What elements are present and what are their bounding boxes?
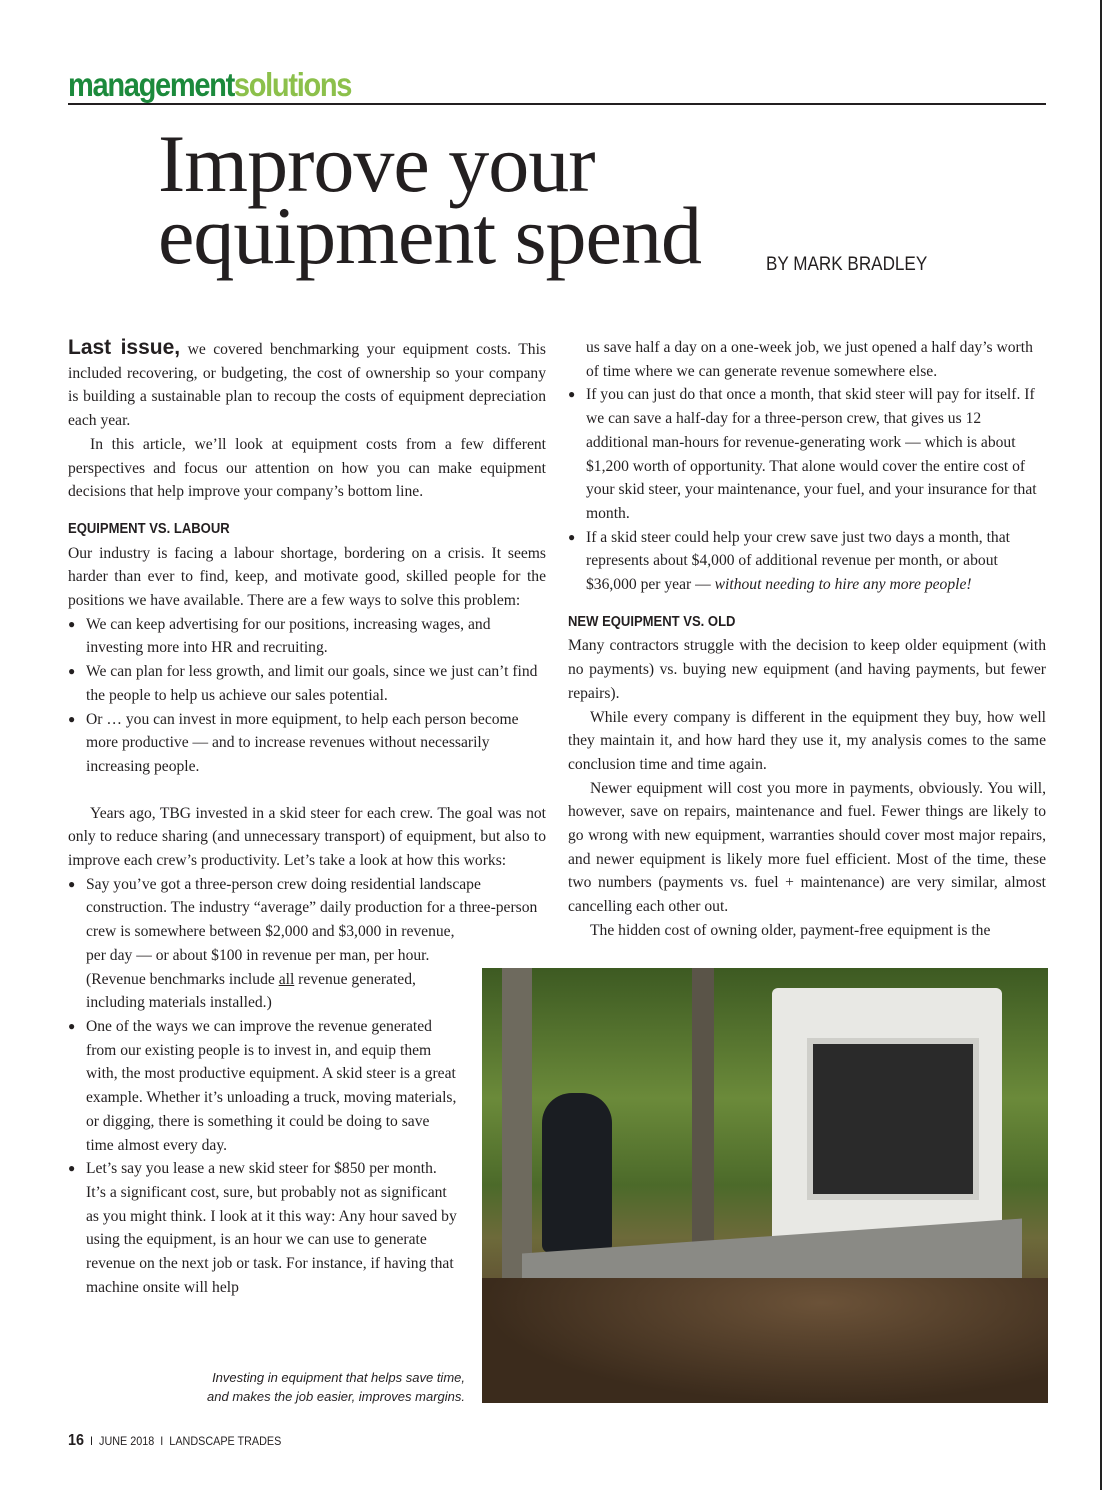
issue-date: JUNE 2018 [99, 1434, 155, 1448]
list-item [68, 873, 546, 1015]
list-item: ● One of the ways we can improve the revenue generated from our existing people is to invest in, and equip them with, the most productive equipment. A skid steer is a great example. Whether it’s unloading a truck, moving materials, or digging, there is something it could be doing to save time almost every day. [68, 1015, 546, 1157]
bullet-list-skid-steer [68, 873, 546, 1300]
byline: BY MARK BRADLEY [766, 254, 928, 275]
list-text: revenue generated, including materials installed.) [86, 970, 416, 1012]
dirt-ground [482, 1278, 1048, 1403]
left-column [68, 336, 546, 1436]
paragraph: Newer equipment will cost you more in payments, obviously. You will, however, save on repairs, maintenance and fuel. Fewer things are likely to go wrong with new equipment, warranties should cover most major repairs, and newer equipment is likely more fuel efficient. Most of the time, these two numbers (payments vs. fuel + maintenance) are very similar, almost cancelling each other out. [568, 779, 1046, 916]
intro-text: we covered benchmarking your equipment costs. This included recovering, or budgeting, the cost of ownership so your company is building a sustainable plan to recoup the costs of equipment depreciation each year. [68, 341, 546, 430]
page-footer [68, 1432, 281, 1450]
list-text: If a skid steer could help your crew save just two days a month, that represents about $4,000 of additional revenue per month, or about $36,000 per year — [586, 528, 1010, 594]
section-header [68, 66, 351, 104]
list-item: ● Or … you can invest in more equipment, to help each person become more productive — and to increase revenues without necessarily increasing people. [68, 708, 546, 779]
worker-figure [542, 1093, 612, 1253]
caption-line: Investing in equipment that helps save time, [212, 1370, 465, 1385]
list-item [568, 526, 1046, 597]
list-item: ● Let’s say you lease a new skid steer for $850 per month. It’s a significant cost, sure, but probably not as significant as you might think. I look at it this way: Any hour saved by using the equipment, is an hour we can use to generate revenue on the next job or task. For instance, if having that machine onsite will help [68, 1157, 546, 1299]
list-item: ● We can plan for less growth, and limit our goals, since we just can’t find the people to help us achieve our sales potential. [68, 660, 546, 707]
header-rule [68, 103, 1046, 105]
paragraph: The hidden cost of owning older, payment-free equipment is the [590, 921, 991, 939]
section-header-part2: solutions [233, 66, 352, 103]
article-title [158, 118, 701, 281]
intro-paragraph [68, 336, 546, 433]
page-number: 16 [68, 1432, 85, 1449]
lead-in: Last issue, [68, 336, 181, 359]
bullet-list-options [68, 613, 546, 779]
list-item: ● If you can just do that once a month, that skid steer will pay for itself. If we can save a half-day for a three-person crew, that gives us 12 additional man-hours for revenue-generating work — which is about $1,200 worth of opportunity. That alone would cover the entire cost of your skid steer, your maintenance, your fuel, and your insurance for that month. [568, 383, 1046, 525]
caption-line: and makes the job easier, improves margins. [207, 1389, 465, 1404]
italic-text: without needing to hire any more people! [714, 576, 972, 594]
list-item: ● We can keep advertising for our positions, increasing wages, and investing more into HR and recruiting. [68, 613, 546, 660]
photo-caption [180, 1368, 465, 1406]
paragraph: Years ago, TBG invested in a skid steer for each crew. The goal was not only to reduce sharing (and unnecessary transport) of equipment, but also to improve each crew’s productivity. Let’s take a look at how this works: [68, 804, 546, 870]
separator: I [90, 1434, 94, 1448]
list-item-continued: us save half a day on a one-week job, we just opened a half day’s worth of time where we can generate revenue somewhere else. [586, 339, 1033, 380]
section-header-part1: management [68, 66, 234, 103]
right-column [568, 336, 1046, 943]
bullet-list-continued [568, 383, 1046, 596]
magazine-name: LANDSCAPE TRADES [169, 1434, 282, 1448]
paragraph: Many contractors struggle with the decision to keep older equipment (with no payments) vs. buying new equipment (and having payments, but fewer repairs). [568, 637, 1046, 702]
separator: I [160, 1434, 164, 1448]
subheading-new-vs-old: NEW EQUIPMENT VS. OLD [568, 613, 736, 630]
title-line-1: Improve your [158, 118, 595, 209]
paragraph: In this article, we’ll look at equipment costs from a few different perspectives and focus our attention on how you can make equipment decisions that help improve your company’s bottom line. [68, 435, 546, 501]
paragraph: While every company is different in the equipment they buy, how well they maintain it, and how hard they use it, my analysis comes to the same conclusion time and time again. [568, 708, 1046, 773]
page-edge [1100, 0, 1102, 1490]
subheading-labour: EQUIPMENT VS. LABOUR [68, 520, 230, 537]
paragraph: Our industry is facing a labour shortage, bordering on a crisis. It seems harder than ever to find, keep, and motivate good, skilled people for the positions we have available. There are a few ways to solve this problem: [68, 544, 546, 610]
list-text: Say you’ve got a three-person crew doing residential landscape construction. The industry “average” daily production for a three-person crew is somewhere between $2,000 and $3,000 in revenue, per day — or about $100 in revenue per man, per hour. (Revenue benchmarks include [86, 875, 538, 988]
skid-steer-cab [807, 1038, 979, 1200]
underlined-text: all [278, 970, 295, 988]
title-line-2: equipment spend [158, 190, 701, 281]
skid-steer-photo [482, 968, 1048, 1403]
